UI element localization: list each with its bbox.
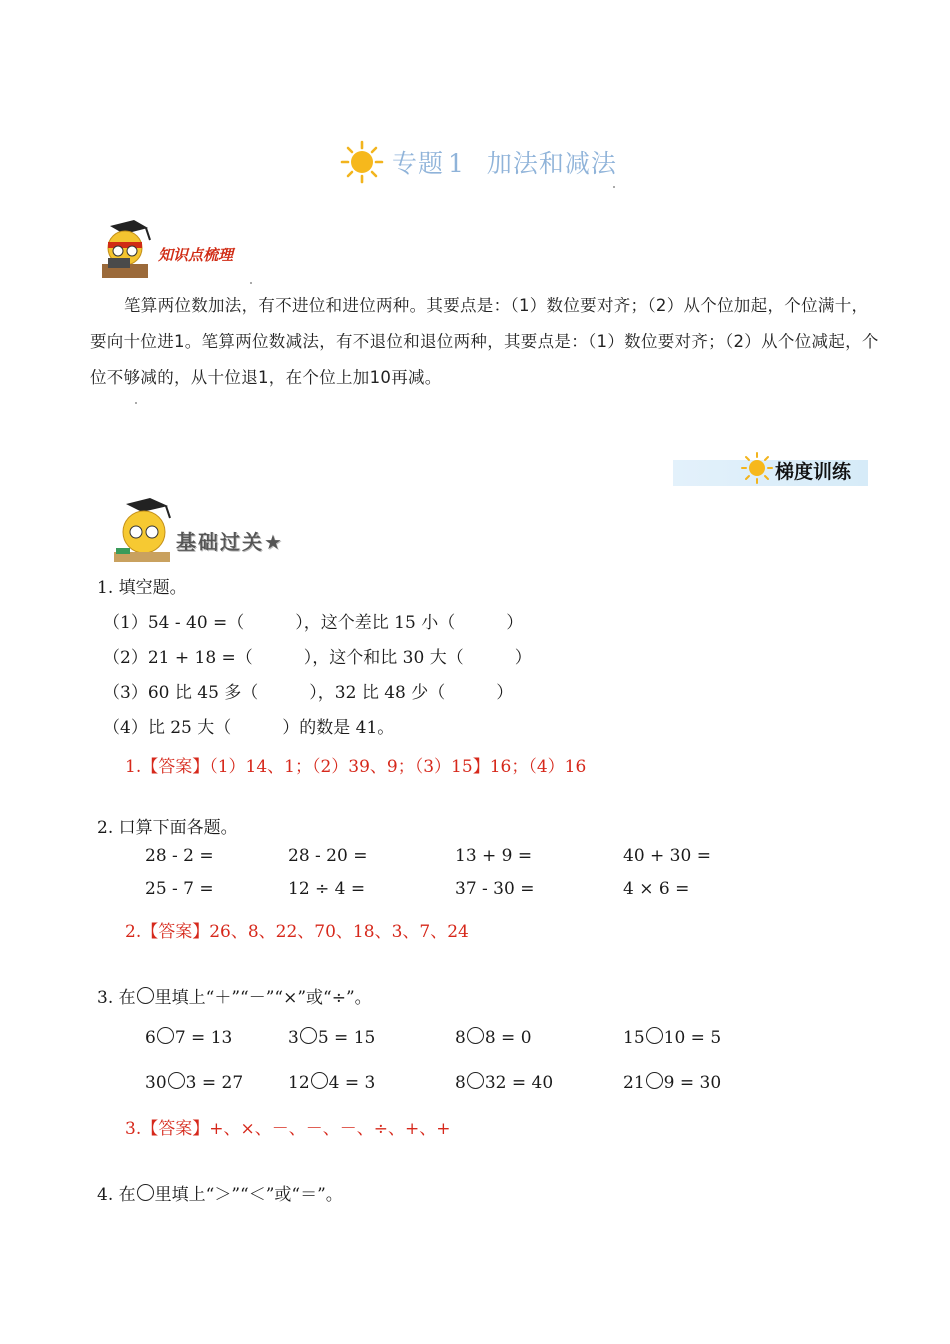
student-mascot-icon <box>108 498 178 568</box>
q3-left: 3 <box>288 1028 299 1048</box>
title-name: 加法和减法 <box>486 149 617 178</box>
q4-title-b: 里填上“＞”“＜”或“＝”。 <box>154 1185 343 1205</box>
q3-left: 6 <box>145 1028 156 1048</box>
knowledge-badge <box>96 218 266 284</box>
title-number: 1 <box>448 149 465 178</box>
page-title <box>340 142 617 182</box>
basic-label: 基础过关★ <box>176 530 284 554</box>
q3-right: 5 = 15 <box>317 1028 376 1048</box>
q3-left: 30 <box>145 1073 167 1093</box>
q3-cell <box>455 1027 532 1048</box>
q1-item: （4）比 25 大（ ）的数是 41。 <box>103 718 395 738</box>
q3-cell <box>288 1072 375 1093</box>
q3-answer: 3.【答案】+、×、－、－、－、÷、+、+ <box>125 1119 451 1139</box>
q3-right: 9 = 30 <box>663 1073 722 1093</box>
circle-icon[interactable] <box>646 1027 663 1044</box>
sun-icon <box>340 140 384 184</box>
section-banner <box>673 460 868 486</box>
q3-cell <box>455 1072 553 1093</box>
q3-right: 7 = 13 <box>174 1028 233 1048</box>
q3-right: 3 = 27 <box>185 1073 244 1093</box>
q3-cell <box>145 1072 243 1093</box>
basic-badge <box>108 498 328 568</box>
q3-left: 15 <box>623 1028 645 1048</box>
q2-cell: 13 + 9 = <box>455 846 533 866</box>
q3-title <box>97 983 372 1008</box>
circle-icon <box>137 1184 154 1201</box>
title-prefix: 专题 <box>392 149 445 178</box>
q3-right: 4 = 3 <box>328 1073 376 1093</box>
circle-icon[interactable] <box>300 1027 317 1044</box>
q2-cell: 40 + 30 = <box>623 846 711 866</box>
q3-left: 21 <box>623 1073 645 1093</box>
knowledge-label: 知识点梳理 <box>158 246 234 264</box>
q2-cell: 37 - 30 = <box>455 879 535 899</box>
q3-right: 10 = 5 <box>663 1028 722 1048</box>
q3-cell <box>623 1027 721 1048</box>
sun-icon <box>741 452 773 484</box>
q3-left: 12 <box>288 1073 310 1093</box>
q1-title: 1. 填空题。 <box>97 578 187 598</box>
circle-icon[interactable] <box>467 1072 484 1089</box>
q1-item: （1）54 - 40 =（ ），这个差比 15 小（ ） <box>103 613 524 633</box>
q3-right: 32 = 40 <box>484 1073 554 1093</box>
q3-right: 8 = 0 <box>484 1028 532 1048</box>
q1-answer: 1.【答案】（1）14、1；（2）39、9；（3）15】16；（4）16 <box>125 757 587 777</box>
knowledge-paragraph: 笔算两位数加法，有不进位和进位两种。其要点是：（1）数位要对齐；（2）从个位加起，个位满十，要向十位进1。笔算两位数减法，有不退位和退位两种，其要点是：（1）数位要对齐；（2）从个位减起，个位不够减的，从十位退1，在个位上加10再减。 <box>90 296 879 387</box>
q3-title-b: 里填上“＋”“－”“×”或“÷”。 <box>154 988 372 1008</box>
q3-title-a: 3. 在 <box>97 988 136 1008</box>
q1-item: （2）21 + 18 =（ ），这个和比 30 大（ ） <box>103 648 532 668</box>
q2-cell: 28 - 2 = <box>145 846 214 866</box>
circle-icon[interactable] <box>467 1027 484 1044</box>
q3-left: 8 <box>455 1028 466 1048</box>
q2-cell: 4 × 6 = <box>623 879 690 899</box>
q3-cell <box>623 1072 721 1093</box>
q2-cell: 12 ÷ 4 = <box>288 879 366 899</box>
section-banner-label: 梯度训练 <box>775 461 852 483</box>
circle-icon[interactable] <box>168 1072 185 1089</box>
circle-icon <box>137 987 154 1004</box>
q3-left: 8 <box>455 1073 466 1093</box>
circle-icon[interactable] <box>311 1072 328 1089</box>
q1-item: （3）60 比 45 多（ ），32 比 48 少（ ） <box>103 683 514 703</box>
q4-title-a: 4. 在 <box>97 1185 136 1205</box>
q2-answer: 2.【答案】26、8、22、70、18、3、7、24 <box>125 922 469 942</box>
student-mascot-icon <box>96 218 160 284</box>
circle-icon[interactable] <box>157 1027 174 1044</box>
q2-title: 2. 口算下面各题。 <box>97 818 238 838</box>
q3-cell <box>288 1027 375 1048</box>
circle-icon[interactable] <box>646 1072 663 1089</box>
q4-title <box>97 1180 343 1205</box>
q3-cell <box>145 1027 232 1048</box>
q2-cell: 28 - 20 = <box>288 846 368 866</box>
q2-cell: 25 - 7 = <box>145 879 214 899</box>
